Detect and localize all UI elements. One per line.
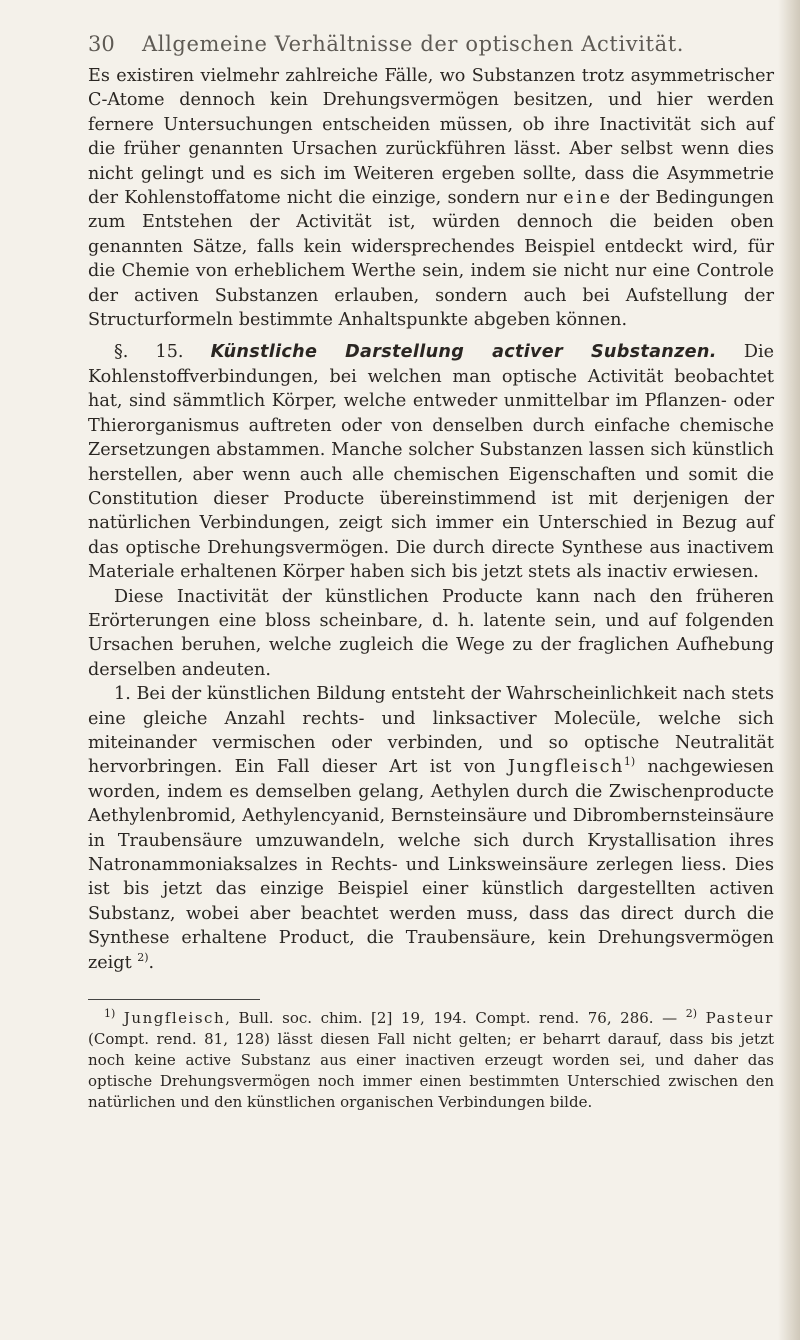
page-edge-shadow: [778, 0, 800, 1340]
section-heading: Künstliche Darstellung activer Substanzen.: [210, 342, 717, 363]
author-jungfleisch: Jungfleisch: [507, 757, 624, 778]
paragraph-4: [88, 682, 774, 975]
footnote-2-author: Pasteur: [705, 1009, 774, 1028]
paragraph-1: [88, 64, 774, 332]
footnote-ref-1[interactable]: 1): [623, 755, 636, 769]
footnote-1-mark: 1): [104, 1007, 116, 1021]
paragraph-1-text: Es existiren vielmehr zahlreiche Fälle, wo Substanzen trotz asymmetrischer C-Atome dennoch kein Drehungsvermögen besitzen, und hier werden fernere Untersuchungen entscheiden müssen, ob ihre Inactivität sich auf die früher genannten Ursachen zurückführen lässt. Aber selbst wenn dies nicht gelingt und es sich im Weiteren ergeben sollte, dass die Asymmetrie der Kohlenstoffatome nicht die einzige, sondern nur: [88, 66, 774, 209]
running-title: Allgemeine Verhältnisse der optischen Activität.: [142, 32, 685, 56]
footnote-ref-2[interactable]: 2): [137, 950, 149, 964]
paragraph-1-tail: der Bedingungen zum Entstehen der Activität ist, würden dennoch die beiden oben genannten Sätze, falls kein widersprechendes Beispiel entdeckt wird, für die Chemie von erheblichem Werthe sein, indem sie nicht nur eine Controle der activen Substanzen erlauben, sondern auch bei Aufstellung der Structurformeln bestimmte Anhaltspunkte abgeben können.: [88, 188, 775, 331]
paragraph-3: Diese Inactivität der künstlichen Producte kann nach den früheren Erörterungen eine bloss scheinbare, d. h. latente sein, und auf folgenden Ursachen beruhen, welche zugleich die Wege zu der fraglichen Aufhebung derselben andeuten.: [88, 586, 774, 680]
footnote-rule: [88, 999, 260, 1000]
footnote-2-text: (Compt. rend. 81, 128) lässt diesen Fall nicht gelten; er beharrt darauf, dass bis jetzt noch keine active Substanz aus einer inactiven erzeugt worden sei, und daher das optische Drehungsvermögen noch immer einen bestimmten Unterschied zwischen den natürlichen und den künstlichen organischen Verbindungen bilde.: [88, 1030, 774, 1112]
paragraph-4-end: .: [148, 952, 155, 973]
paragraph-4-lead: 1. Bei der künstlichen Bildung entsteht der Wahrscheinlichkeit nach stets eine gleiche Anzahl rechts- und linksactiver Molecüle, welche sich miteinander vermischen oder verbinden, und so optische Neutralität hervorbringen. Ein Fall dieser Art ist von: [88, 684, 774, 778]
paragraph-4-rest: nachgewiesen worden, indem es demselben gelang, Aethylen durch die Zwischenproducte Aethylenbromid, Aethylencyanid, Bernsteinsäure und Dibrombernsteinsäure in Traubensäure umzuwandeln, welche sich durch Krystallisation ihres Natronammoniaksalzes in Rechts- und Linksweinsäure zerlegen liess. Dies ist bis jetzt das einzige Beispiel einer künstlich dargestellten activen Substanz, wobei aber beachtet werden muss, dass das direct durch die Synthese erhaltene Product, die Traubensäure, kein Drehungsvermögen zeigt: [88, 757, 775, 973]
section-text: Die Kohlenstoffverbindungen, bei welchen man optische Activität beobachtet hat, sind sämmtlich Körper, welche entweder unmittelbar im Pflanzen- oder Thierorganismus auftreten oder von denselben durch einfache chemische Zersetzungen abstammen. Manche solcher Substanzen lassen sich künstlich herstellen, aber wenn auch alle chemischen Eigenschaften und somit die Constitution dieser Producte übereinstimmend ist mit derjenigen der natürlichen Verbindungen, zeigt sich immer ein Unterschied in Bezug auf das optische Drehungsvermögen. Die durch directe Synthese aus inactivem Materiale erhaltenen Körper haben sich bis jetzt stets als inactiv erwiesen.: [88, 342, 775, 583]
footnotes: [88, 1008, 774, 1113]
footnote-2-mark: 2): [685, 1007, 698, 1021]
section-15-paragraph: [88, 340, 774, 584]
main-text: [88, 64, 774, 975]
running-header: [88, 24, 774, 64]
footnote-1-author: Jungfleisch: [123, 1009, 226, 1028]
section-number: §. 15.: [114, 342, 184, 363]
footnote-1: [88, 1008, 774, 1113]
footnote-1-text: , Bull. soc. chim. [2] 19, 194. Compt. rend. 76, 286. —: [225, 1009, 678, 1028]
page-number: 30: [88, 32, 115, 56]
emphasis-eine: eine: [563, 188, 614, 209]
book-page: [88, 24, 774, 1113]
